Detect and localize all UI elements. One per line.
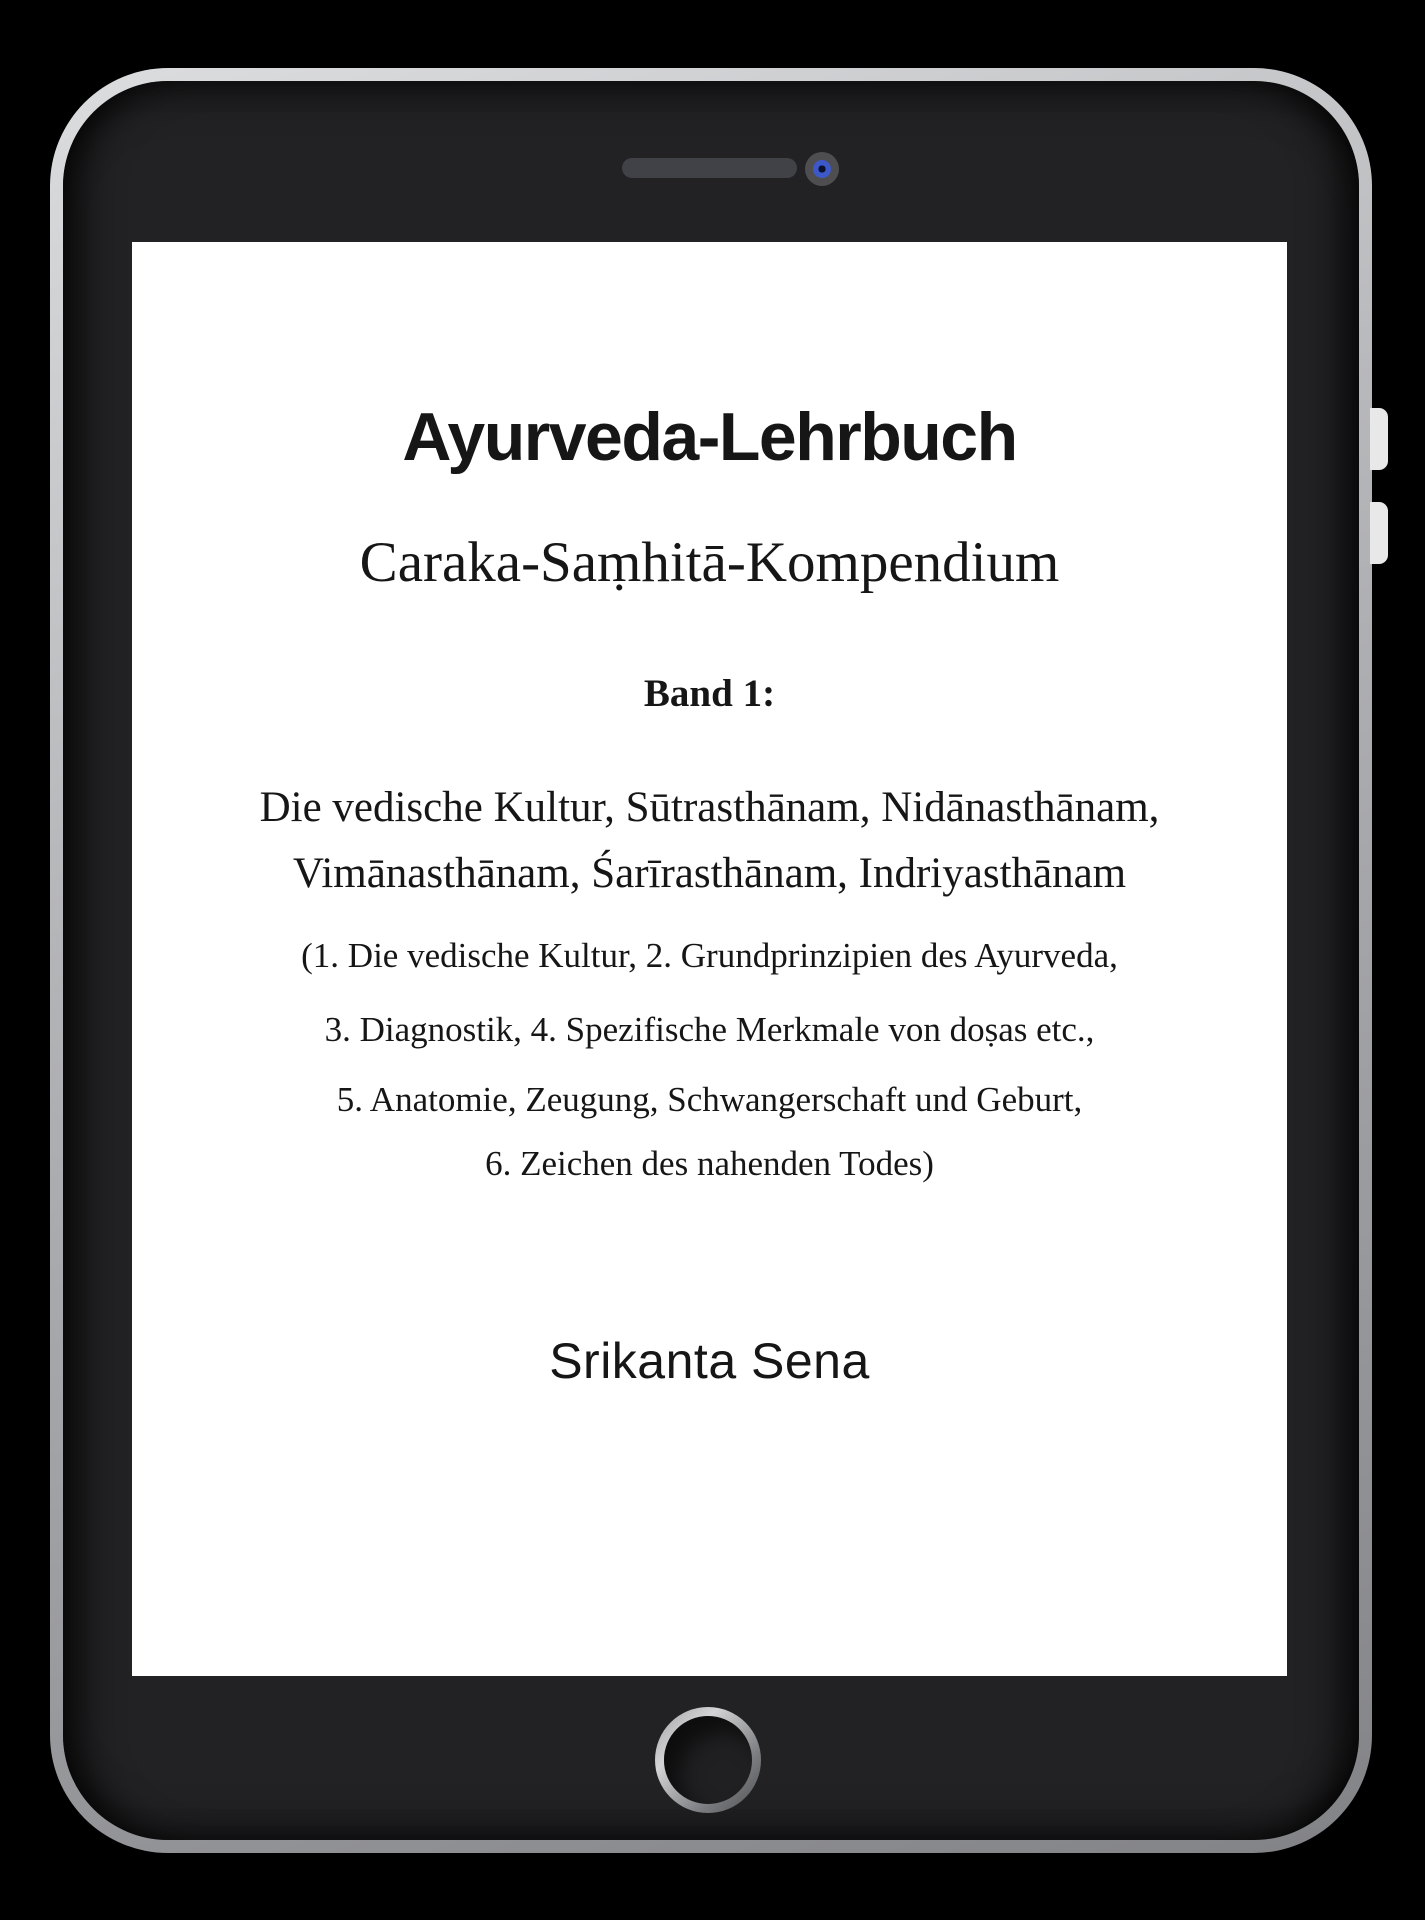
contents-line: Die vedische Kultur, Sūtrasthānam, Nidānasthānam,	[259, 784, 1160, 831]
tablet-frame	[50, 68, 1372, 1853]
front-camera-icon	[805, 152, 839, 186]
home-button-inner	[664, 1716, 752, 1804]
volume-up-button[interactable]	[1370, 408, 1388, 470]
toc-line: 3. Diagnostik, 4. Spezifische Merkmale von doṣas etc.,	[324, 1010, 1095, 1049]
volume-label: Band 1:	[643, 672, 776, 715]
author-name: Srikanta Sena	[549, 1333, 870, 1389]
toc-line: 5. Anatomie, Zeugung, Schwangerschaft und Geburt,	[336, 1080, 1083, 1119]
contents-line: Vimānasthānam, Śarīrasthānam, Indriyasthānam	[292, 850, 1127, 897]
tablet-screen	[132, 242, 1287, 1676]
home-button[interactable]	[655, 1707, 761, 1813]
toc-line: (1. Die vedische Kultur, 2. Grundprinzipien des Ayurveda,	[301, 936, 1118, 975]
book-subtitle: Caraka-Saṃhitā-Kompendium	[359, 531, 1060, 594]
volume-down-button[interactable]	[1370, 502, 1388, 564]
toc-line: 6. Zeichen des nahenden Todes)	[485, 1144, 934, 1183]
book-title: Ayurveda-Lehrbuch	[402, 399, 1017, 475]
camera-lens	[813, 160, 831, 178]
speaker-grille	[622, 158, 797, 178]
